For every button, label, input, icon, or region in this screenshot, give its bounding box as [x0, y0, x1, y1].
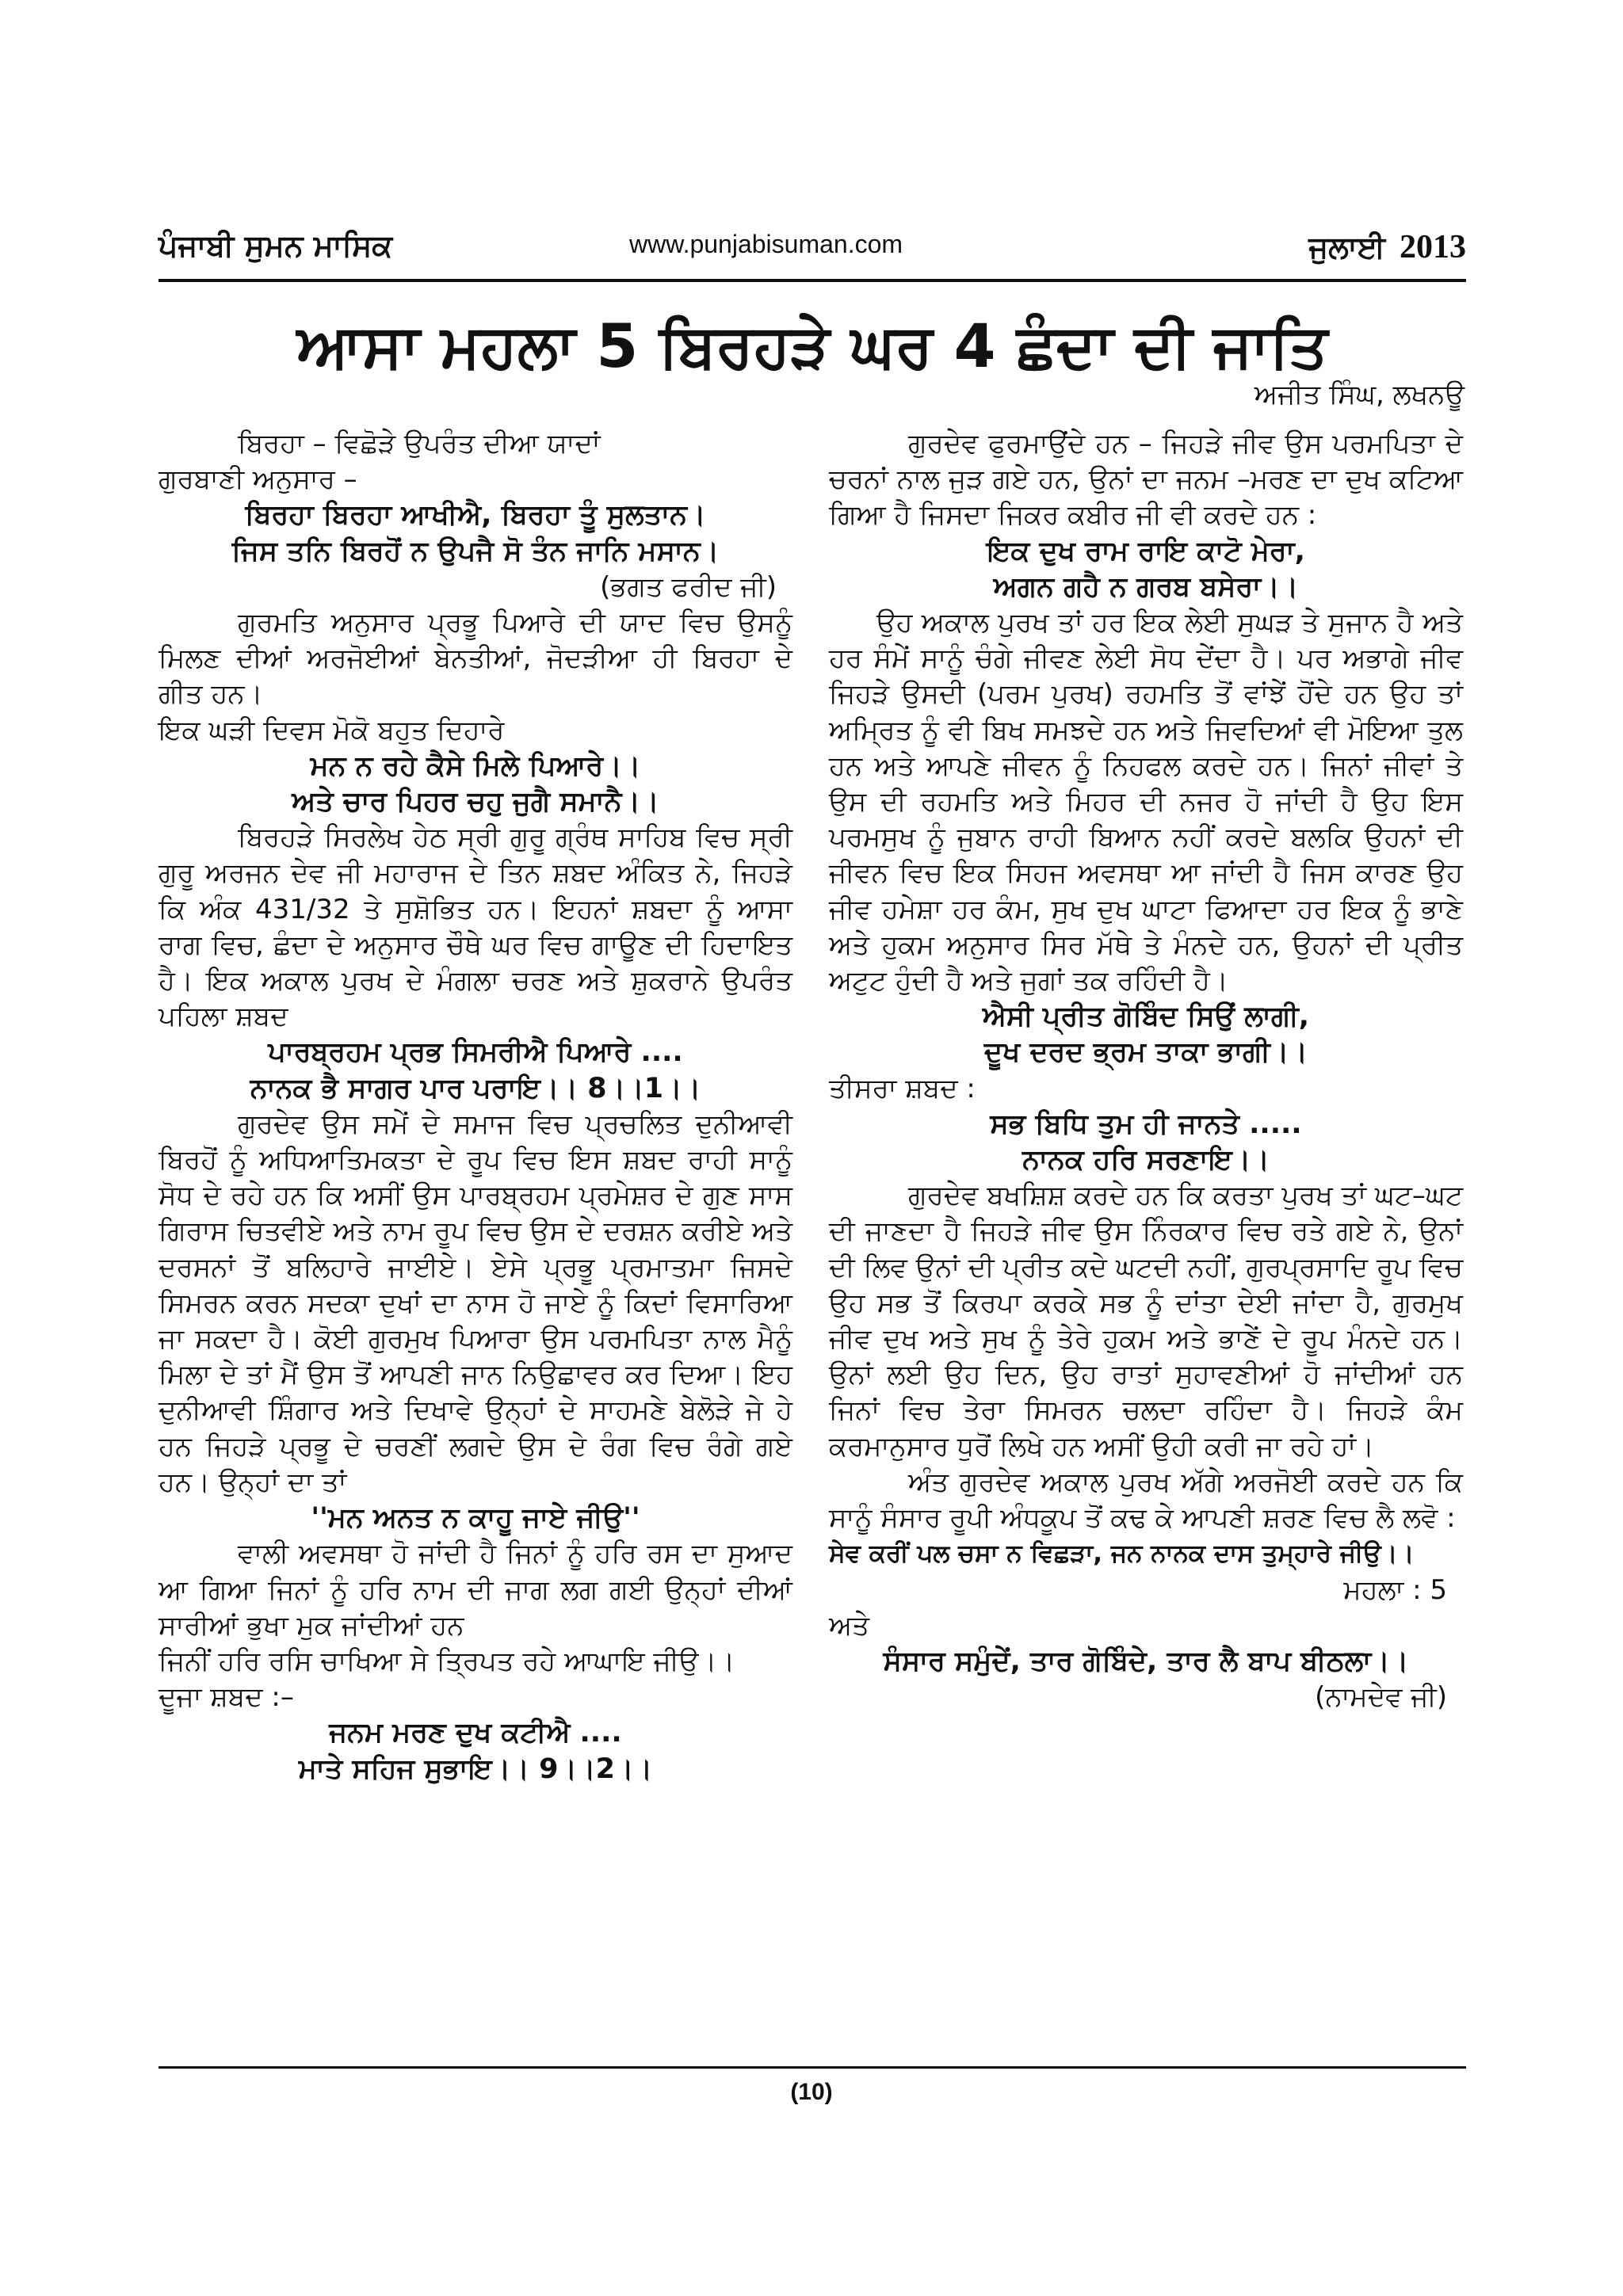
- intro-line: ਬਿਰਹਾ – ਵਿਛੋੜੇ ਉਪਰੰਤ ਦੀਆ ਯਾਦਾਂ: [238, 428, 601, 460]
- verse-citation: ਮਹਲਾ : 5: [1343, 1573, 1447, 1606]
- body-paragraph: ਅੰਤ ਗੁਰਦੇਵ ਅਕਾਲ ਪੁਰਖ ਅੱਗੇ ਅਰਜੋਈ ਕਰਦੇ ਹਨ ਕਿ ਸਾਨੂੰ ਸੰਸਾਰ ਰੂਪੀ ਅੰਧਕੂਪ ਤੋਂ ਕਢ ਕੇ ਆਪਣੀ ਸ਼ਰਣ ਵਿਚ ਲੈ ਲਵੋ :: [829, 1466, 1463, 1535]
- left-column: [158, 426, 792, 1787]
- body-line: ਜਿਨੀਂ ਹਰਿ ਰਸਿ ਚਾਖਿਆ ਸੇ ਤ੍ਰਿਪਤ ਰਹੇ ਆਘਾਇ ਜੀਉ।।: [158, 1645, 735, 1677]
- verse-line: ''ਮਨ ਅਨਤ ਨ ਕਾਹੂ ਜਾਏ ਜੀਉ'': [311, 1502, 640, 1535]
- footer-rule: [158, 2066, 1466, 2069]
- verse-line: ਜਨਮ ਮਰਣ ਦੁਖ ਕਟੀਐ ....: [329, 1717, 622, 1749]
- verse-line: ਸਭ ਬਿਧਿ ਤੁਮ ਹੀ ਜਾਨਤੇ .....: [990, 1108, 1302, 1140]
- body-paragraph: ਗੁਰਮਤਿ ਅਨੁਸਾਰ ਪ੍ਰਭੂ ਪਿਆਰੇ ਦੀ ਯਾਦ ਵਿਚ ਉਸਨੂੰ ਮਿਲਣ ਦੀਆਂ ਅਰਜੋਈਆਂ ਬੇਨਤੀਆਂ, ਜੋਦੜੀਆ ਹੀ ਬਿਰਹਾ ਦੇ ਗੀਤ ਹਨ।: [158, 607, 792, 711]
- issue-year: 2013: [1400, 229, 1466, 265]
- verse-line: ਬਿਰਹਾ ਬਿਰਹਾ ਆਖੀਐ, ਬਿਰਹਾ ਤੂੰ ਸੁਲਤਾਨ।: [245, 499, 706, 532]
- body-paragraph: ਬਿਰਹੜੇ ਸਿਰਲੇਖ ਹੇਠ ਸ੍ਰੀ ਗੁਰੂ ਗ੍ਰੰਥ ਸਾਹਿਬ ਵਿਚ ਸ੍ਰੀ ਗੁਰੂ ਅਰਜਨ ਦੇਵ ਜੀ ਮਹਾਰਾਜ ਦੇ ਤਿਨ ਸ਼ਬਦ ਅੰਕਿਤ ਨੇ, ਜਿਹੜੇ ਕਿ ਅੰਕ 431/32 ਤੇ ਸੁਸ਼ੋਭਿਤ ਹਨ। ਇਹਨਾਂ ਸ਼ਬਦਾ ਨੂੰ ਆਸਾ ਰਾਗ ਵਿਚ, ਛੰਦਾ ਦੇ ਅਨੁਸਾਰ ਚੌਥੇ ਘਰ ਵਿਚ ਗਾਊਣ ਦੀ ਹਿਦਾਇਤ ਹੈ। ਇਕ ਅਕਾਲ ਪੁਰਖ ਦੇ ਮੰਗਲਾ ਚਰਣ ਅਤੇ ਸ਼ੁਕਰਾਨੇ ਉਪਰੰਤ ਪਹਿਲਾ ਸ਼ਬਦ: [158, 822, 792, 1033]
- verse-line: ਨਾਨਕ ਭੈ ਸਾਗਰ ਪਾਰ ਪਰਾਇ।। 8।।1।।: [250, 1072, 701, 1104]
- verse-line: ਮਨ ਨ ਰਹੇ ਕੈਸੇ ਮਿਲੇ ਪਿਆਰੇ।।: [310, 749, 641, 782]
- verse-citation: (ਭਗਤ ਫਰੀਦ ਜੀ): [600, 570, 777, 603]
- verse-citation: (ਨਾਮਦੇਵ ਜੀ): [1315, 1681, 1447, 1714]
- verse-line: ਐਸੀ ਪ੍ਰੀਤ ਗੋਬਿੰਦ ਸਿਉਂ ਲਾਗੀ,: [982, 1001, 1310, 1033]
- intro-line: ਗੁਰਬਾਣੀ ਅਨੁਸਾਰ –: [158, 463, 357, 496]
- verse-line: ਸੇਵ ਕਰੀਂ ਪਲ ਚਸਾ ਨ ਵਿਛੜਾ, ਜਨ ਨਾਨਕ ਦਾਸ ਤੁਮ੍ਹਾਰੇ ਜੀਉ।।: [829, 1539, 1415, 1569]
- verse-line: ਅਤੇ ਚਾਰ ਪਿਹਰ ਚਹੁ ਜੁਗੈ ਸਮਾਨੈ।।: [292, 786, 659, 818]
- header-rule: [158, 279, 1466, 282]
- body-paragraph: ਗੁਰਦੇਵ ਉਸ ਸਮੇਂ ਦੇ ਸਮਾਜ ਵਿਚ ਪ੍ਰਚਲਿਤ ਦੁਨੀਆਵੀ ਬਿਰਹੋਂ ਨੂੰ ਅਧਿਆਤਿਮਕਤਾ ਦੇ ਰੂਪ ਵਿਚ ਇਸ ਸ਼ਬਦ ਰਾਹੀ ਸਾਨੂੰ ਸੋਧ ਦੇ ਰਹੇ ਹਨ ਕਿ ਅਸੀਂ ਉਸ ਪਾਰਬ੍ਰਹਮ ਪ੍ਰਮੇਸ਼ਰ ਦੇ ਗੁਣ ਸਾਸ ਗਿਰਾਸ ਚਿਤਵੀਏ ਅਤੇ ਨਾਮ ਰੂਪ ਵਿਚ ਉਸ ਦੇ ਦਰਸ਼ਨ ਕਰੀਏ ਅਤੇ ਦਰਸਨਾਂ ਤੋਂ ਬਲਿਹਾਰੇ ਜਾਈਏ। ਏਸੇ ਪ੍ਰਭੂ ਪ੍ਰਮਾਤਮਾ ਜਿਸਦੇ ਸਿਮਰਨ ਕਰਨ ਸਦਕਾ ਦੁਖਾਂ ਦਾ ਨਾਸ ਹੋ ਜਾਏ ਨੂੰ ਕਿਦਾਂ ਵਿਸਾਰਿਆ ਜਾ ਸਕਦਾ ਹੈ। ਕੋਈ ਗੁਰਮੁਖ ਪਿਆਰਾ ਉਸ ਪਰਮਪਿਤਾ ਨਾਲ ਮੈਨੂੰ ਮਿਲਾ ਦੇ ਤਾਂ ਮੈਂ ਉਸ ਤੋਂ ਆਪਣੀ ਜਾਨ ਨਿਉਛਾਵਰ ਕਰ ਦਿਆ। ਇਹ ਦੁਨੀਆਵੀ ਸ਼ਿੰਗਾਰ ਅਤੇ ਦਿਖਾਵੇ ਉਨ੍ਹਾਂ ਦੇ ਸਾਹਮਣੇ ਬੇਲੋੜੇ ਜੇ ਹੇ ਹਨ ਜਿਹੜੇ ਪ੍ਰਭੂ ਦੇ ਚਰਣੀਂ ਲਗਦੇ ਉਸ ਦੇ ਰੰਗ ਵਿਚ ਰੰਗੇ ਗਏ ਹਨ। ਉਨ੍ਹਾਂ ਦਾ ਤਾਂ: [158, 1108, 792, 1498]
- page-number: (10): [790, 2079, 833, 2105]
- body-paragraph: ਉਹ ਅਕਾਲ ਪੁਰਖ ਤਾਂ ਹਰ ਇਕ ਲੇਈ ਸੁਘੜ ਤੇ ਸੁਜਾਨ ਹੈ ਅਤੇ ਹਰ ਸੰਮੇਂ ਸਾਨੂੰ ਚੰਗੇ ਜੀਵਣ ਲੇਈ ਸੋਧ ਦੇਂਦਾ ਹੈ। ਪਰ ਅਭਾਗੇ ਜੀਵ ਜਿਹੜੇ ਉਸਦੀ (ਪਰਮ ਪੁਰਖ) ਰਹਮਤਿ ਤੋਂ ਵਾਂਝੇਂ ਹੋਂਦੇ ਹਨ ਉਹ ਤਾਂ ਅਮ੍ਰਿਤ ਨੂੰ ਵੀ ਬਿਖ ਸਮਝਦੇ ਹਨ ਅਤੇ ਜਿਵਦਿਆਂ ਵੀ ਮੋਇਆ ਤੁਲ ਹਨ ਅਤੇ ਆਪਣੇ ਜੀਵਨ ਨੂੰ ਨਿਹਫਲ ਕਰਦੇ ਹਨ। ਜਿਨਾਂ ਜੀਵਾਂ ਤੇ ਉਸ ਦੀ ਰਹਮਤਿ ਅਤੇ ਮਿਹਰ ਦੀ ਨਜਰ ਹੋ ਜਾਂਦੀ ਹੈ ਉਹ ਇਸ ਪਰਮਸੁਖ ਨੂੰ ਜੁਬਾਨ ਰਾਹੀ ਬਿਆਨ ਨਹੀਂ ਕਰਦੇ ਬਲਕਿ ਉਹਨਾਂ ਦੀ ਜੀਵਨ ਵਿਚ ਇਕ ਸਿਹਜ ਅਵਸਥਾ ਆ ਜਾਂਦੀ ਹੈ ਜਿਸ ਕਾਰਣ ਉਹ ਜੀਵ ਹਮੇਸ਼ਾ ਹਰ ਕੰਮ, ਸੁਖ ਦੁਖ ਘਾਟਾ ਫਿਆਦਾ ਹਰ ਇਕ ਨੂੰ ਭਾਣੇ ਅਤੇ ਹੁਕਮ ਅਨੁਸਾਰ ਸਿਰ ਮੱਥੇ ਤੇ ਮੰਨਦੇ ਹਨ, ਉਹਨਾਂ ਦੀ ਪ੍ਰੀਤ ਅਟੁਟ ਹੁੰਦੀ ਹੈ ਅਤੇ ਜੁਗਾਂ ਤਕ ਰਹਿੰਦੀ ਹੈ।: [829, 607, 1463, 997]
- verse-line: ਸੰਸਾਰ ਸਮੁੰਦੇਂ, ਤਾਰ ਗੋਬਿੰਦੇ, ਤਾਰ ਲੈ ਬਾਪ ਬੀਠਲਾ।।: [883, 1645, 1409, 1677]
- verse-line: ਮਾਤੇ ਸਹਿਜ ਸੁਭਾਇ।। 9।।2।।: [298, 1753, 653, 1785]
- body-paragraph: ਗੁਰਦੇਵ ਫੁਰਮਾਉਂਦੇ ਹਨ – ਜਿਹੜੇ ਜੀਵ ਉਸ ਪਰਮਪਿਤਾ ਦੇ ਚਰਨਾਂ ਨਾਲ ਜੁੜ ਗਏ ਹਨ, ਉਨਾਂ ਦਾ ਜਨਮ –ਮਰਣ ਦਾ ਦੁਖ ਕਟਿਆ ਗਿਆ ਹੈ ਜਿਸਦਾ ਜਿਕਰ ਕਬੀਰ ਜੀ ਵੀ ਕਰਦੇ ਹਨ :: [829, 428, 1463, 532]
- page-header: [158, 228, 1466, 276]
- verse-line: ਇਕ ਦੁਖ ਰਾਮ ਰਾਇ ਕਾਟੋ ਮੇਰਾ,: [987, 535, 1305, 567]
- verse-line: ਨਾਨਕ ਹਰਿ ਸਰਣਾਇ।।: [1022, 1144, 1270, 1177]
- verse-line: ਅਗਨ ਗਹੈ ਨ ਗਰਬ ਬਸੇਰਾ।।: [993, 570, 1299, 603]
- body-line: ਇਕ ਘੜੀ ਦਿਵਸ ਮੋਕੋ ਬਹੁਤ ਦਿਹਾਰੇ: [158, 714, 505, 746]
- magazine-name: ਪੰਜਾਬੀ ਸੁਮਨ ਮਾਸਿਕ: [158, 228, 393, 263]
- right-column: [829, 426, 1463, 1715]
- body-paragraph: ਵਾਲੀ ਅਵਸਥਾ ਹੋ ਜਾਂਦੀ ਹੈ ਜਿਨਾਂ ਨੂੰ ਹਰਿ ਰਸ ਦਾ ਸੁਆਦ ਆ ਗਿਆ ਜਿਨਾਂ ਨੂੰ ਹਰਿ ਨਾਮ ਦੀ ਜਾਗ ਲਗ ਗਈ ਉਨ੍ਹਾਂ ਦੀਆਂ ਸਾਰੀਆਂ ਭੁਖਾ ਮੁਕ ਜਾਂਦੀਆਂ ਹਨ: [158, 1538, 792, 1642]
- verse-line: ਦੂਖ ਦਰਦ ਭ੍ਰਮ ਤਾਕਾ ਭਾਗੀ।।: [983, 1036, 1308, 1069]
- issue-month: ਜੁਲਾਈ: [1308, 230, 1385, 265]
- body-paragraph: ਗੁਰਦੇਵ ਬਖਸ਼ਿਸ਼ ਕਰਦੇ ਹਨ ਕਿ ਕਰਤਾ ਪੁਰਖ ਤਾਂ ਘਟ–ਘਟ ਦੀ ਜਾਣਦਾ ਹੈ ਜਿਹੜੇ ਜੀਵ ਉਸ ਨਿੰਰਕਾਰ ਵਿਚ ਰਤੇ ਗਏ ਨੇ, ਉਨਾਂ ਦੀ ਲਿਵ ਉਨਾਂ ਦੀ ਪ੍ਰੀਤ ਕਦੇ ਘਟਦੀ ਨਹੀਂ, ਗੁਰਪ੍ਰਸਾਦਿ ਰੂਪ ਵਿਚ ਉਹ ਸਭ ਤੋਂ ਕਿਰਪਾ ਕਰਕੇ ਸਭ ਨੂੰ ਦਾਂਤਾ ਦੇਈ ਜਾਂਦਾ ਹੈ, ਗੁਰਮੁਖ ਜੀਵ ਦੁਖ ਅਤੇ ਸੁਖ ਨੂੰ ਤੇਰੇ ਹੁਕਮ ਅਤੇ ਭਾਣੇਂ ਦੇ ਰੂਪ ਮੰਨਦੇ ਹਨ। ਉਨਾਂ ਲਈ ਉਹ ਦਿਨ, ਉਹ ਰਾਤਾਂ ਸੁਹਾਵਣੀਆਂ ਹੋ ਜਾਂਦੀਆਂ ਹਨ ਜਿਨਾਂ ਵਿਚ ਤੇਰਾ ਸਿਮਰਨ ਚਲਦਾ ਰਹਿੰਦਾ ਹੈ। ਜਿਹੜੇ ਕੰਮ ਕਰਮਾਨੁਸਾਰ ਧੁਰੋਂ ਲਿਖੇ ਹਨ ਅਸੀਂ ਉਹੀ ਕਰੀ ਜਾ ਰਹੇ ਹਾਂ।: [829, 1180, 1463, 1463]
- body-line: ਅਤੇ: [829, 1609, 869, 1642]
- body-line: ਤੀਸਰਾ ਸ਼ਬਦ :: [829, 1072, 976, 1104]
- body-line: ਦੂਜਾ ਸ਼ਬਦ :–: [158, 1681, 294, 1714]
- verse-line: ਪਾਰਬ੍ਰਹਮ ਪ੍ਰਭ ਸਿਮਰੀਐ ਪਿਆਰੇ ....: [268, 1036, 683, 1069]
- issue-date: [1308, 228, 1466, 266]
- website-url[interactable]: www.punjabisuman.com: [629, 230, 903, 258]
- article-title: ਆਸਾ ਮਹਲਾ 5 ਬਿਰਹੜੇ ਘਰ 4 ਛੰਦਾ ਦੀ ਜਾਤਿ: [296, 311, 1328, 381]
- article-author: ਅਜੀਤ ਸਿੰਘ, ਲਖਨਊ: [1254, 379, 1465, 410]
- verse-line: ਜਿਸ ਤਨਿ ਬਿਰਹੋਂ ਨ ਉਪਜੈ ਸੋ ਤੰਨ ਜਾਨਿ ਮਸਾਨ।: [231, 535, 720, 567]
